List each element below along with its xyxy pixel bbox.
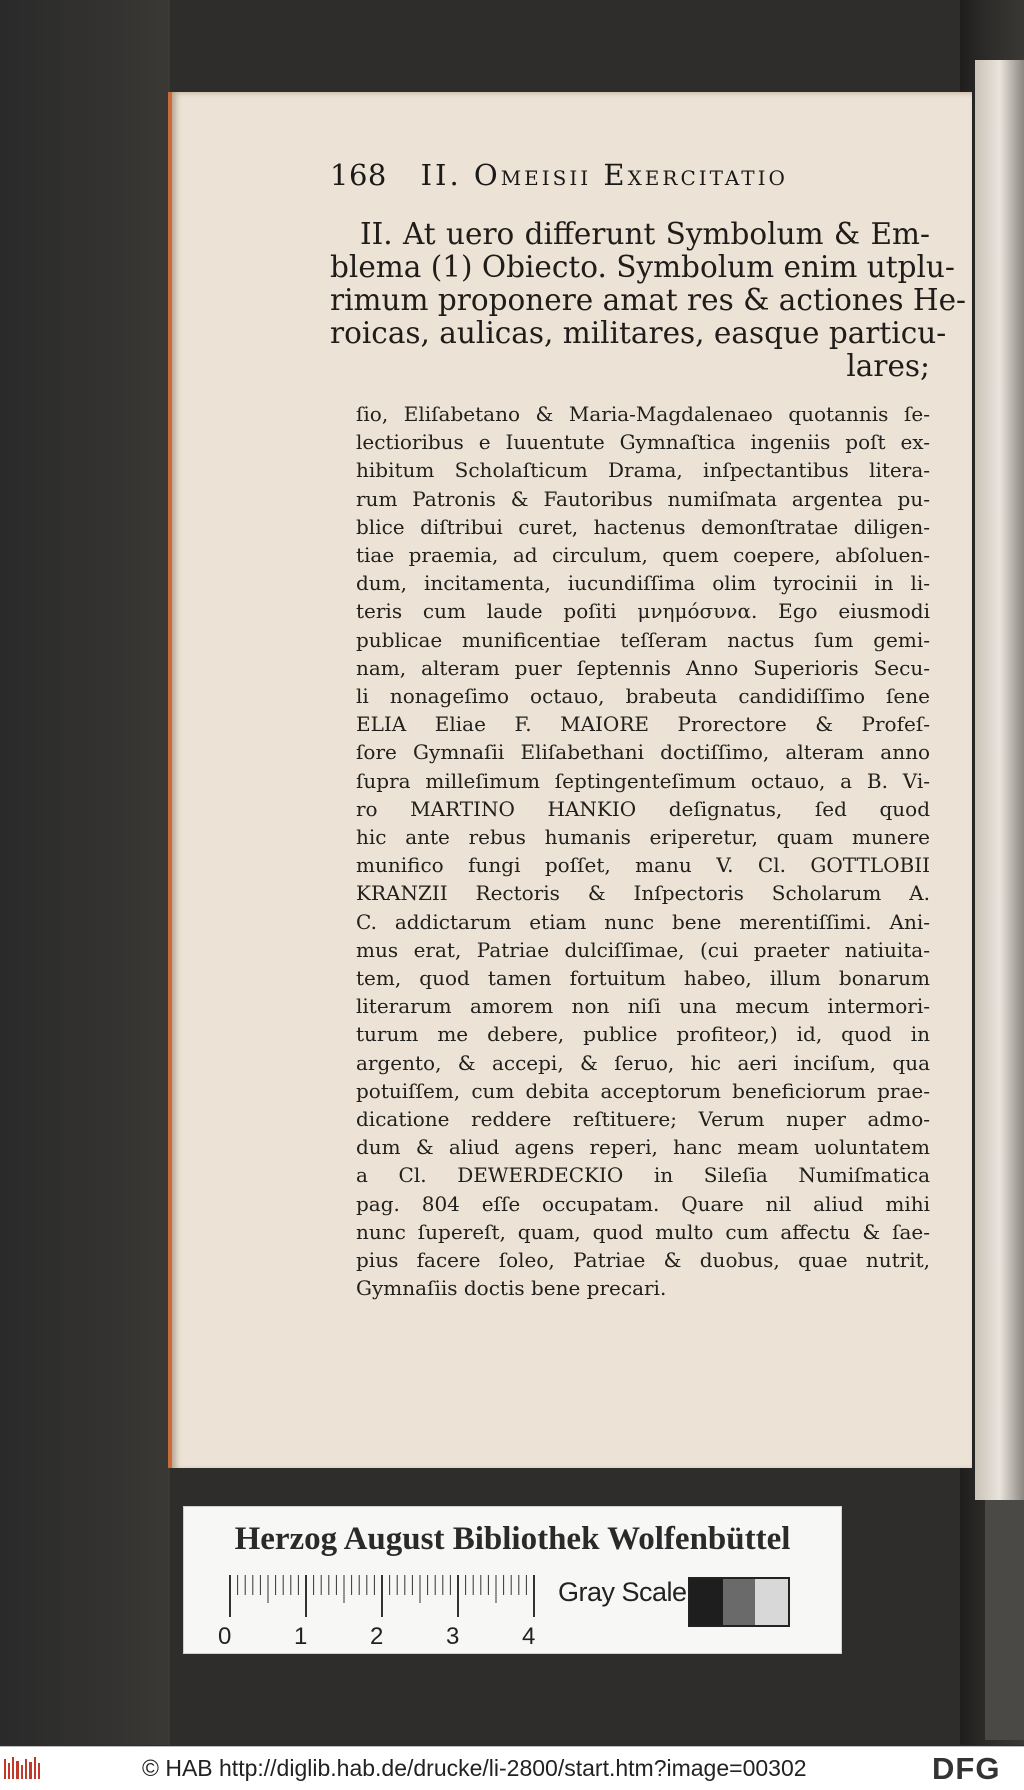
facing-page-edge (975, 60, 1024, 1500)
footnote-line: mus erat, Patriae dulciſſimae, (cui praeter natiuita- (356, 937, 930, 962)
dfg-logo: DFG (932, 1751, 1001, 1786)
footnote-line: munifico fungi poſſet, manu V. Cl. GOTTLOBII (356, 853, 930, 878)
page-number: 168 (330, 158, 387, 192)
ruler-number: 3 (446, 1623, 460, 1650)
color-target (184, 1507, 841, 1653)
gray-scale-label: Gray Scale (558, 1577, 687, 1607)
footnote-line: KRANZII Rectoris & Inſpectoris Scholarum A. (356, 881, 930, 906)
footer-link[interactable]: © HAB http://diglib.hab.de/drucke/li-2800/start.htm?image=00302 (142, 1755, 807, 1781)
footnote-line: lectioribus e Iuuentute Gymnaſtica ingeniis poſt ex- (356, 430, 930, 455)
footnote-text (356, 400, 930, 1303)
running-head (330, 158, 930, 198)
footnote-line: Gymnaſiis doctis bene precari. (356, 1276, 667, 1301)
ruler-numbers (218, 1623, 558, 1651)
ruler-number: 1 (294, 1623, 308, 1650)
facing-page-shadow (985, 1500, 1024, 1740)
footnote-line: ſore Gymnaſii Eliſabethani doctiſſimo, alteram anno (356, 740, 930, 765)
footer-bar (0, 1746, 1024, 1790)
footnote-line: teris cum laude poſiti μνημόσυνα. Ego eiusmodi (356, 599, 930, 624)
ruler (228, 1573, 546, 1619)
footnote-line: literarum amorem non niſi una mecum intermori- (356, 994, 930, 1019)
footnote-line: ro MARTINO HANKIO deſignatus, ſed quod (356, 796, 930, 821)
gray-scale-patches (688, 1577, 790, 1627)
footnote-line: turum me debere, publice profiteor,) id, quod in (356, 1022, 930, 1047)
ruler-number: 0 (218, 1623, 232, 1650)
footnote-line: tiae praemia, ad circulum, quem coepere, abſoluen- (356, 543, 930, 568)
footnote-line: publicae munificentiae teſſeram nactus ſum gemi- (356, 627, 930, 652)
footnote-line: li nonageſimo octauo, brabeuta candidiſſimo ſene (356, 684, 930, 709)
footnote-line: dum & aliud agens reperi, hanc meam uoluntatem (356, 1135, 930, 1160)
footnote-line: blice diſtribui curet, hactenus demonſtratae diligen- (356, 514, 930, 539)
scan-background-left (0, 0, 170, 1745)
ruler-number: 4 (522, 1623, 536, 1650)
main-text-line: roicas, aulicas, militares, easque particu- (330, 316, 947, 350)
book-page (172, 92, 972, 1468)
footnote-line: ELIA Eliae F. MAIORE Prorectore & Profeſ- (356, 712, 930, 737)
footnote-line: tem, quod tamen fortuitum habeo, illum bonarum (356, 966, 930, 991)
footnote-line: nunc ſupereſt, quam, quod multo cum affectu & ſae- (356, 1219, 930, 1244)
main-text (330, 217, 967, 383)
barcode-icon (4, 1757, 44, 1781)
main-text-line: rimum proponere amat res & actiones He- (330, 283, 967, 317)
footnote-line: pius facere ſoleo, Patriae & duobus, quae nutrit, (356, 1248, 930, 1273)
footnote-line: dicatione reddere reſtituere; Verum nuper admo- (356, 1107, 930, 1132)
main-text-line: blema (1) Obiecto. Symbolum enim utplu- (330, 250, 955, 284)
footnote-line: ſupra milleſimum ſeptingenteſimum octauo, a B. Vi- (356, 768, 930, 793)
running-title: II. Omeisii Exercitatio (420, 158, 788, 192)
footnote-line: pag. 804 eſſe occupatam. Quare nil aliud mihi (356, 1191, 930, 1216)
catchword: lares; (846, 349, 930, 383)
gray-patch (723, 1579, 756, 1625)
footnote-line: hic ante rebus humanis eriperetur, quam munere (356, 825, 930, 850)
footnote-line: C. addictarum etiam nunc bene merentiſſimi. Ani- (356, 909, 930, 934)
footnote-line: ſio, Eliſabetano & Maria-Magdalenaeo quotannis ſe- (356, 402, 930, 426)
footnote-line: nam, alteram puer ſeptennis Anno Superioris Secu- (356, 655, 930, 680)
footnote-line: dum, incitamenta, iucundiſſima olim tyrocinii in li- (356, 571, 930, 596)
main-text-line: II. At uero differunt Symbolum & Em- (360, 217, 930, 251)
ruler-number: 2 (370, 1623, 384, 1650)
gray-patch (755, 1579, 788, 1625)
footnote-line: potuiſſem, cum debita acceptorum beneficiorum prae- (356, 1078, 930, 1103)
footnote-line: hibitum Scholaſticum Drama, inſpectantibus litera- (356, 458, 930, 483)
footnote-line: rum Patronis & Fautoribus numiſmata argentea pu- (356, 486, 930, 511)
target-title: Herzog August Bibliothek Wolfenbüttel (234, 1521, 791, 1557)
gray-patch (690, 1579, 723, 1625)
footnote-line: argento, & accepi, & ſeruo, hic aeri inciſum, qua (356, 1050, 930, 1075)
footnote-line: a Cl. DEWERDECKIO in Sileſia Numiſmatica (356, 1163, 930, 1188)
